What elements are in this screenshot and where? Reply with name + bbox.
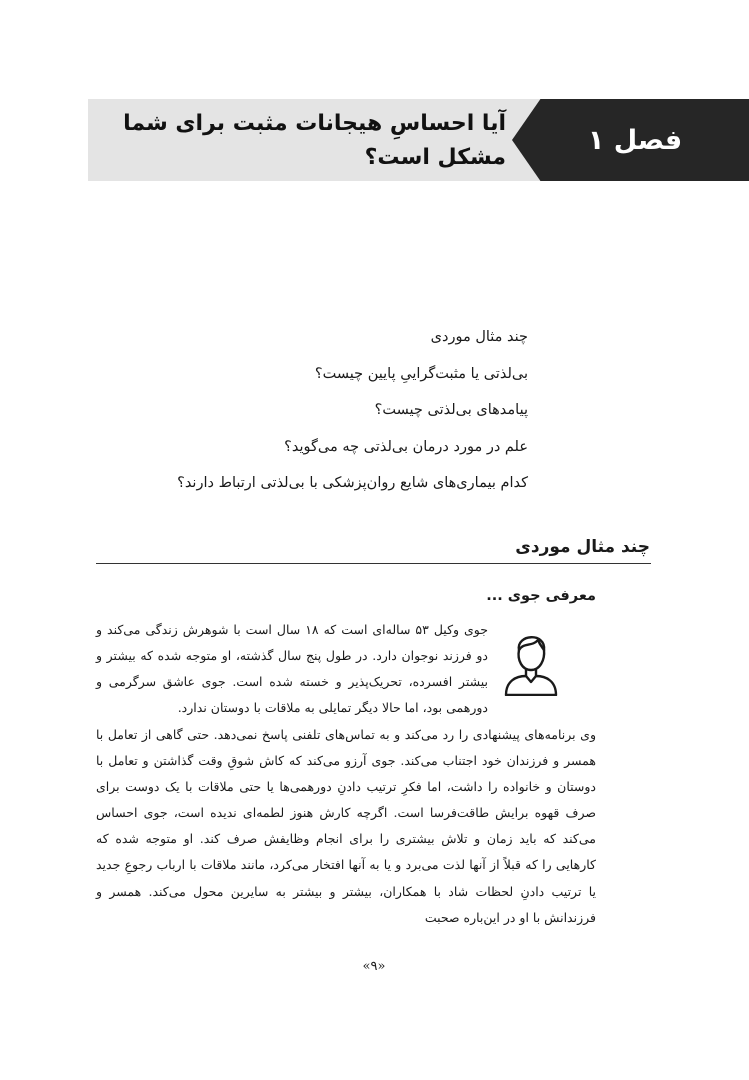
chapter-contents-list <box>150 319 528 502</box>
chapter-number: فصل ۱ <box>587 124 683 156</box>
section-divider <box>96 563 651 564</box>
contents-item: پیامدهای بی‌لذتی چیست؟ <box>374 402 528 418</box>
contents-item: چند مثال موردی <box>430 329 528 345</box>
contents-item: بی‌لذتی یا مثبت‌گراییِ پایین چیست؟ <box>314 365 528 382</box>
page-number: «۹» <box>362 959 386 974</box>
section-heading: چند مثال موردی <box>515 537 650 557</box>
contents-item: علم در مورد درمان بی‌لذتی چه می‌گوید؟ <box>284 438 528 455</box>
case-paragraph-rest: وی برنامه‌های پیشنهادی را رد می‌کند و به تماس‌های تلفنی پاسخ نمی‌دهد. حتی گاهی از تعامل با همسر و فرزندان خود اجتناب می‌کند. جوی آرزو می‌کند که کاش شوقِ وقت گذاشتن و تعامل با دوستان و خانواده را داشت، اما فکرِ ترتیب دادنِ دورهمی‌ها یا حتی ملاقات با یک دوست برای صرف قهوه برایش طاقت‌فرسا است. اگرچه کارش هنوز لطمه‌ای ندیده است، جوی احساس می‌کند که باید زمان و تلاش بیشتری را برای انجام وظایفش صرف کند. او متوجه شده که کارهایی را که قبلاً از آنها لذت می‌برد و یا به آنها افتخار می‌کرد، مانند ملاقات با ارباب رجوعِ جدید یا ترتیب دادنِ لحظات شاد با همکاران، بیشتر و بیشتر به سایرین محول می‌کند. همسر و فرزندانش با او در این‌باره صحبت <box>96 727 596 925</box>
case-paragraph-top: جوی وکیل ۵۳ ساله‌ای است که ۱۸ سال است با شوهرش زندگی می‌کند و دو فرزند نوجوان دارد. در طول پنج سال گذشته، او متوجه شده که بیشتر و بیشتر افسرده، تحریک‌پذیر و خسته شده است. جوی عاشق سرگرمی و دورهمی بود، اما حالا دیگر تمایلی به ملاقات با دوستان ندارد. <box>96 622 488 716</box>
person-outline-icon <box>502 626 560 696</box>
contents-item: کدام بیماری‌های شایع روان‌پزشکی با بی‌لذتی ارتباط دارند؟ <box>177 475 528 491</box>
case-title: معرفی جوی ... <box>486 588 596 604</box>
chapter-title: آیا احساسِ هیجانات مثبت برای شما مشکل است؟ <box>123 111 506 170</box>
